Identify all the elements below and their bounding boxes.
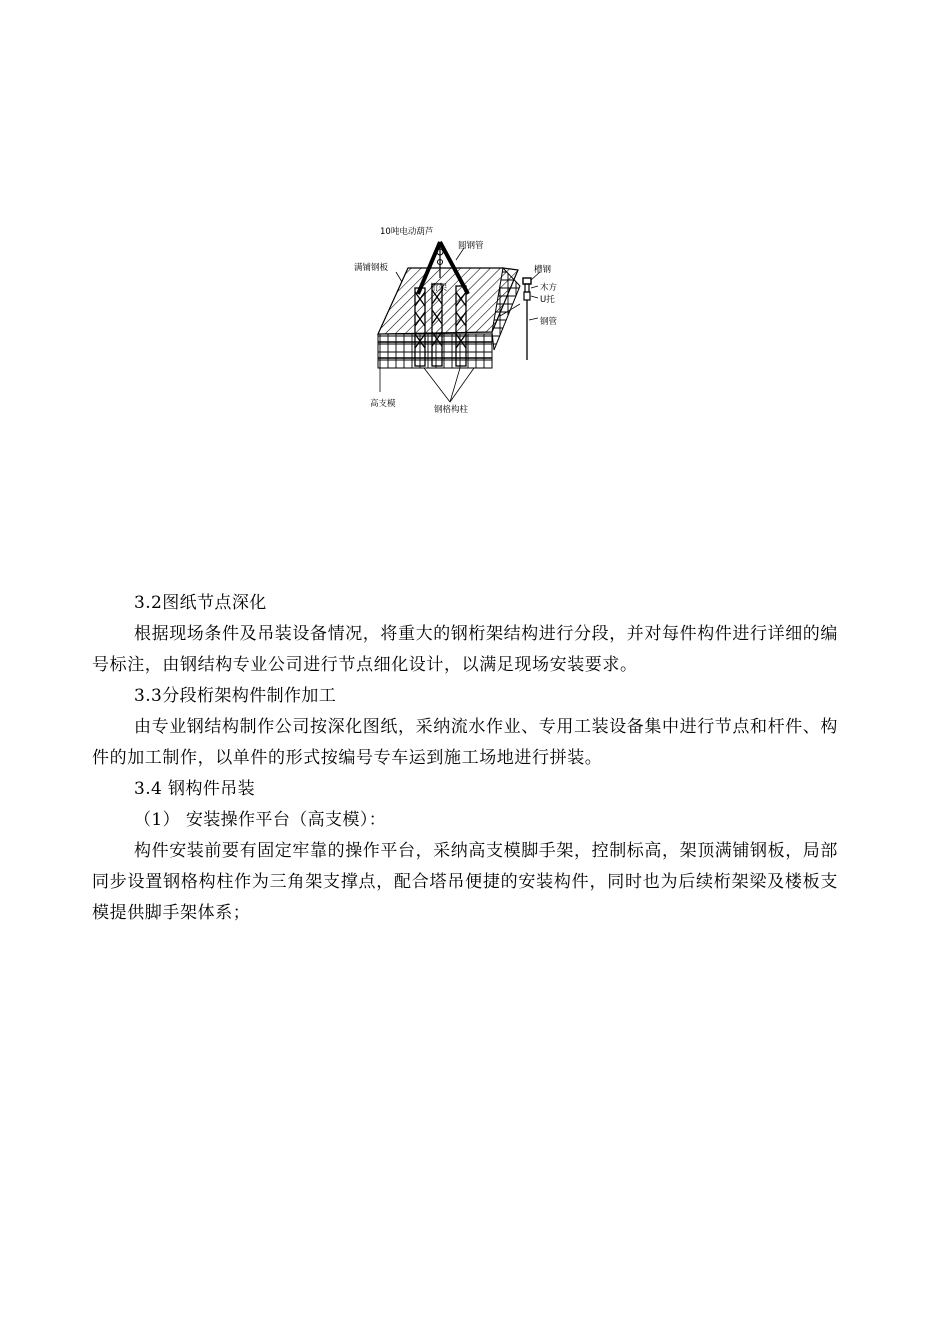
label-hoist: 10吨电动葫芦	[380, 227, 434, 237]
scaffold-diagram-svg	[354, 220, 580, 420]
document-body	[92, 588, 838, 929]
section-heading-3-4: 3.4 钢构件吊装	[134, 779, 256, 799]
section-heading-3-2: 3.2图纸节点深化	[134, 593, 267, 613]
label-lattice-column: 钢格构柱	[434, 405, 469, 415]
subsection-heading-1: （1） 安装操作平台（高支模）：	[134, 810, 387, 830]
scaffold-front	[378, 334, 492, 368]
section-heading-3-3: 3.3分段桁架构件制作加工	[134, 686, 337, 706]
paragraph-3-2: 根据现场条件及吊装设备情况，将重大的钢桁架结构进行分段，并对每件构件进行详细的编号标注，由钢结构专业公司进行节点细化设计，以满足现场安装要求。	[92, 624, 838, 675]
label-high-formwork: 高支模	[370, 399, 396, 409]
label-u-support: U托	[540, 295, 555, 305]
paragraph-platform: 构件安装前要有固定牢靠的操作平台，采纳高支模脚手架，控制标高，架顶满铺钢板，局部同步设置钢格构柱作为三角架支撑点，配合塔吊便捷的安装构件，同时也为后续桁架梁及楼板支模提供脚手架体系；	[92, 841, 838, 923]
support-detail	[523, 272, 540, 360]
label-truss: 桁架	[430, 283, 448, 293]
label-wood-square: 木方	[540, 283, 558, 293]
label-full-steel-plate: 满铺钢板	[354, 263, 389, 273]
scaffold-diagram	[354, 220, 580, 420]
label-steel-pipe: 钢管	[540, 317, 558, 327]
label-channel-steel: 槽钢	[534, 265, 552, 275]
paragraph-3-3: 由专业钢结构制作公司按深化图纸，采纳流水作业、专用工装设备集中进行节点和杆件、构件的加工制作，以单件的形式按编号专车运到施工场地进行拼装。	[92, 717, 838, 768]
label-round-pipe: 圆钢管	[458, 241, 484, 251]
